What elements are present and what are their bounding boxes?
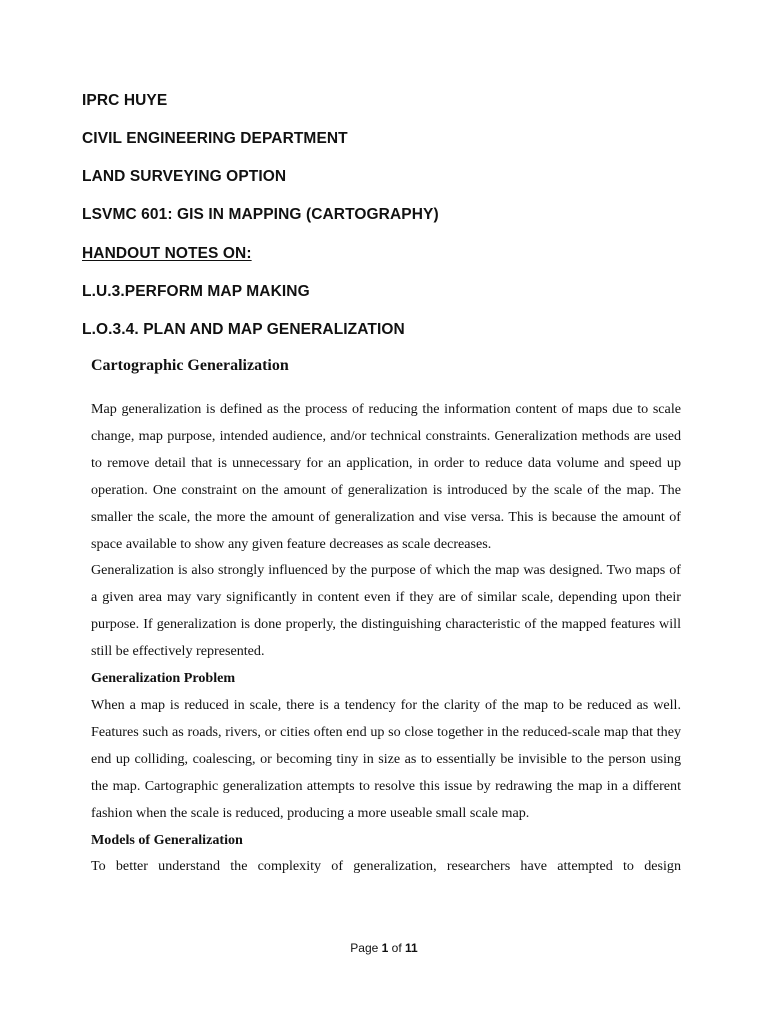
total-pages: 11	[405, 941, 418, 955]
paragraph-models: To better understand the complexity of generalization, researchers have attempted to design	[91, 858, 681, 875]
section-title: Cartographic Generalization	[91, 357, 289, 374]
page-number: 1	[381, 941, 389, 955]
page-word: Page	[350, 941, 379, 955]
page-footer	[0, 941, 768, 955]
of-word: of	[391, 941, 402, 955]
module-title: LSVMC 601: GIS IN MAPPING (CARTOGRAPHY)	[82, 206, 439, 223]
paragraph-problem: When a map is reduced in scale, there is a tendency for the clarity of the map to be reduced as well. Features such as roads, rivers, or cities often end up so close together in the reduced-scale map that they end up colliding, coalescing, or becoming tiny in size as to essentially be invisible to the person using the map. Cartographic generalization attempts to resolve this issue by redrawing the map in a different fashion when the scale is reduced, producing a more useable small scale map.	[91, 696, 681, 821]
paragraph-definition: Map generalization is defined as the process of reducing the information content of maps due to scale change, map purpose, intended audience, and/or technical constraints. Generalization methods are used to remove detail that is unnecessary for an application, in order to reduce data volume and speed up operation. One constraint on the amount of generalization is introduced by the scale of the map. The smaller the scale, the more the amount of generalization and vise versa. This is because the amount of space available to show any given feature decreases as scale decreases.	[91, 401, 681, 552]
learning-outcome: L.O.3.4. PLAN AND MAP GENERALIZATION	[82, 321, 405, 338]
paragraph-purpose: Generalization is also strongly influenced by the purpose of which the map was designed. Two maps of a given area may vary significantly in content even if they are of similar scale, depending upon their purpose. If generalization is done properly, the distinguishing characteristic of the mapped features will still be effectively represented.	[91, 562, 681, 660]
handout-heading: HANDOUT NOTES ON:	[82, 245, 252, 262]
learning-unit: L.U.3.PERFORM MAP MAKING	[82, 283, 310, 300]
heading-generalization-problem: Generalization Problem	[91, 670, 236, 687]
option-name: LAND SURVEYING OPTION	[82, 168, 287, 185]
institution-name: IPRC HUYE	[82, 92, 168, 109]
department-name: CIVIL ENGINEERING DEPARTMENT	[82, 130, 348, 147]
heading-models: Models of Generalization	[91, 831, 243, 848]
body-text	[91, 396, 681, 880]
